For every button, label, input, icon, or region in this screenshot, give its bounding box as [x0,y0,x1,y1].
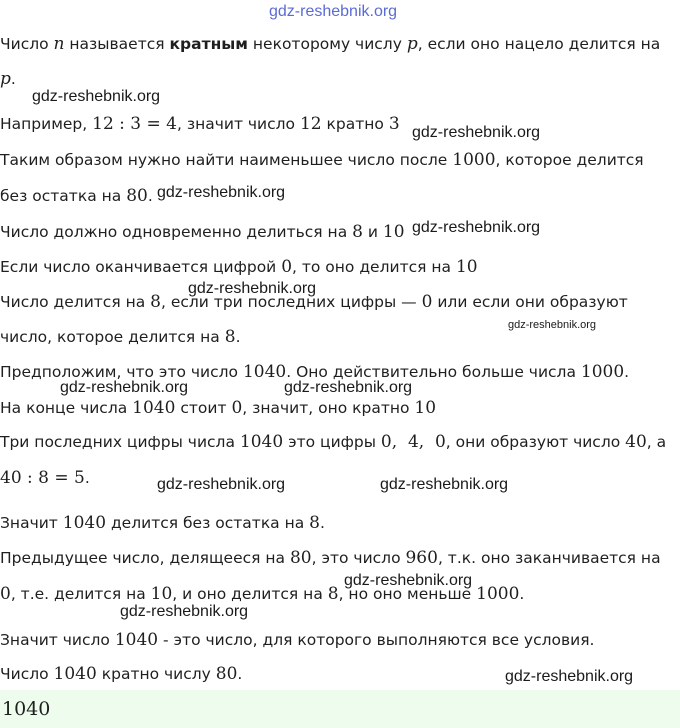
text: , а [646,433,667,451]
math-num: 8 [309,513,320,533]
text-line-18 [0,663,242,685]
text-line-7 [0,256,478,278]
math-expr: 12 : 3 = 4 [92,114,177,134]
text: , это число [311,549,406,567]
math-num: 80 [126,186,148,206]
text-line-5 [0,185,153,207]
text: Например, [0,115,93,133]
math-var: n [53,34,65,54]
text: , но оно меньше [338,585,477,603]
math-num: 80 [289,548,312,568]
text: , значит число [176,115,300,133]
text-line-11 [0,397,436,419]
math-num: 1000 [452,150,496,170]
answer-value: 1040 [2,698,51,720]
text: . [147,187,153,205]
math-num: 1040 [53,664,97,684]
watermark: gdz-reshebnik.org [412,124,541,141]
watermark: gdz-reshebnik.org [157,476,286,493]
text: . [624,363,630,381]
text-line-16 [0,583,524,605]
math-expr: 40 : 8 = 5 [0,468,85,488]
math-num: 8 [352,222,363,242]
text: стоит [175,399,232,417]
math-num: 960 [405,548,438,568]
math-num: 10 [455,257,478,277]
text-line-2 [0,68,16,90]
text: . [519,585,525,603]
watermark: gdz-reshebnik.org [344,572,473,589]
math-num: 3 [388,114,400,134]
math-num: 1000 [476,584,520,604]
text-line-4 [0,149,644,171]
text: , если оно нацело делится на [417,35,661,53]
watermark: gdz-reshebnik.org [60,379,189,396]
text-line-15 [0,547,661,569]
math-num: 1040 [62,513,107,533]
text: . Оно действительно больше числа [286,363,581,381]
text: или если они образуют [432,293,628,311]
math-num: 8 [224,327,236,347]
watermark: gdz-reshebnik.org [505,668,634,685]
text: , т.к. оно заканчивается на [437,549,661,567]
text: делится без остатка на [106,514,310,532]
math-digits: 0, 4, 0 [380,432,446,452]
text: , значит, оно кратно [242,399,415,417]
text-line-14 [0,512,325,534]
text-line-1 [0,33,660,55]
text: На конце числа [0,399,133,417]
text: Таким образом нужно найти наименьшее число после [0,151,453,169]
math-num: 10 [382,222,405,242]
math-num: 1000 [580,362,625,382]
text: . [235,328,241,346]
math-num: 10 [150,584,173,604]
math-num: 0 [421,292,433,312]
text: , они образуют число [445,433,626,451]
text: Если число оканчивается цифрой [0,258,282,276]
text: . [320,514,325,532]
math-num: 1040 [132,398,176,418]
math-num: 1040 [242,362,287,382]
math-num: 8 [150,292,161,312]
text-line-13 [0,467,90,489]
watermark: gdz-reshebnik.org [188,280,317,297]
text: Число должно одновременно делиться на [0,223,353,241]
text-line-12 [0,431,666,453]
math-var: p [406,34,418,54]
text: без остатка на [0,187,127,205]
text: , т.е. делится на [10,585,151,603]
text: . [84,469,90,487]
text: Предположим, что это число [0,363,243,381]
math-num: 12 [299,114,322,134]
text-line-9 [0,326,241,348]
text: Три последних цифры числа [0,433,240,451]
watermark-top: gdz-reshebnik.org [269,3,398,20]
math-var: p [0,69,11,89]
text: Предыдущее число, делящееся на [0,549,290,567]
text: называется [64,35,170,53]
text-line-3 [0,113,400,135]
text: кратно [321,115,389,133]
math-num: 1040 [114,630,159,650]
text: Число [0,665,54,683]
math-num: 1040 [239,432,284,452]
math-num: 0 [281,257,293,277]
watermark: gdz-reshebnik.org [412,219,541,236]
text: Число делится на [0,293,151,311]
math-num: 0 [0,584,11,604]
watermark: gdz-reshebnik.org [120,603,249,620]
math-num: 80 [215,664,238,684]
watermark: gdz-reshebnik.org [380,476,509,493]
text: . [10,70,16,88]
text: . [237,665,243,683]
text: число, которое делится на [0,328,225,346]
term-bold: кратным [169,35,248,53]
text-line-6 [0,221,405,243]
math-num: 8 [327,584,339,604]
math-num: 10 [414,398,437,418]
watermark: gdz-reshebnik.org [508,319,597,331]
math-num: 0 [231,398,243,418]
text: Значит [0,514,63,532]
math-num: 40 [625,432,647,452]
text: - это число, для которого выполняются все условия. [158,631,595,649]
text: , если три последних цифры — [160,293,422,311]
answer-box [0,690,680,728]
watermark: gdz-reshebnik.org [32,88,161,105]
text: и [362,223,383,241]
text: , то оно делится на [292,258,456,276]
text: Число [0,35,54,53]
text: Значит число [0,631,115,649]
text: , и оно делится на [172,585,328,603]
watermark: gdz-reshebnik.org [284,379,413,396]
text: кратно числу [96,665,216,683]
text: , которое делится [495,151,644,169]
text-line-17 [0,629,594,651]
text: некоторому числу [247,35,407,53]
text: это цифры [283,433,381,451]
watermark: gdz-reshebnik.org [157,184,286,201]
